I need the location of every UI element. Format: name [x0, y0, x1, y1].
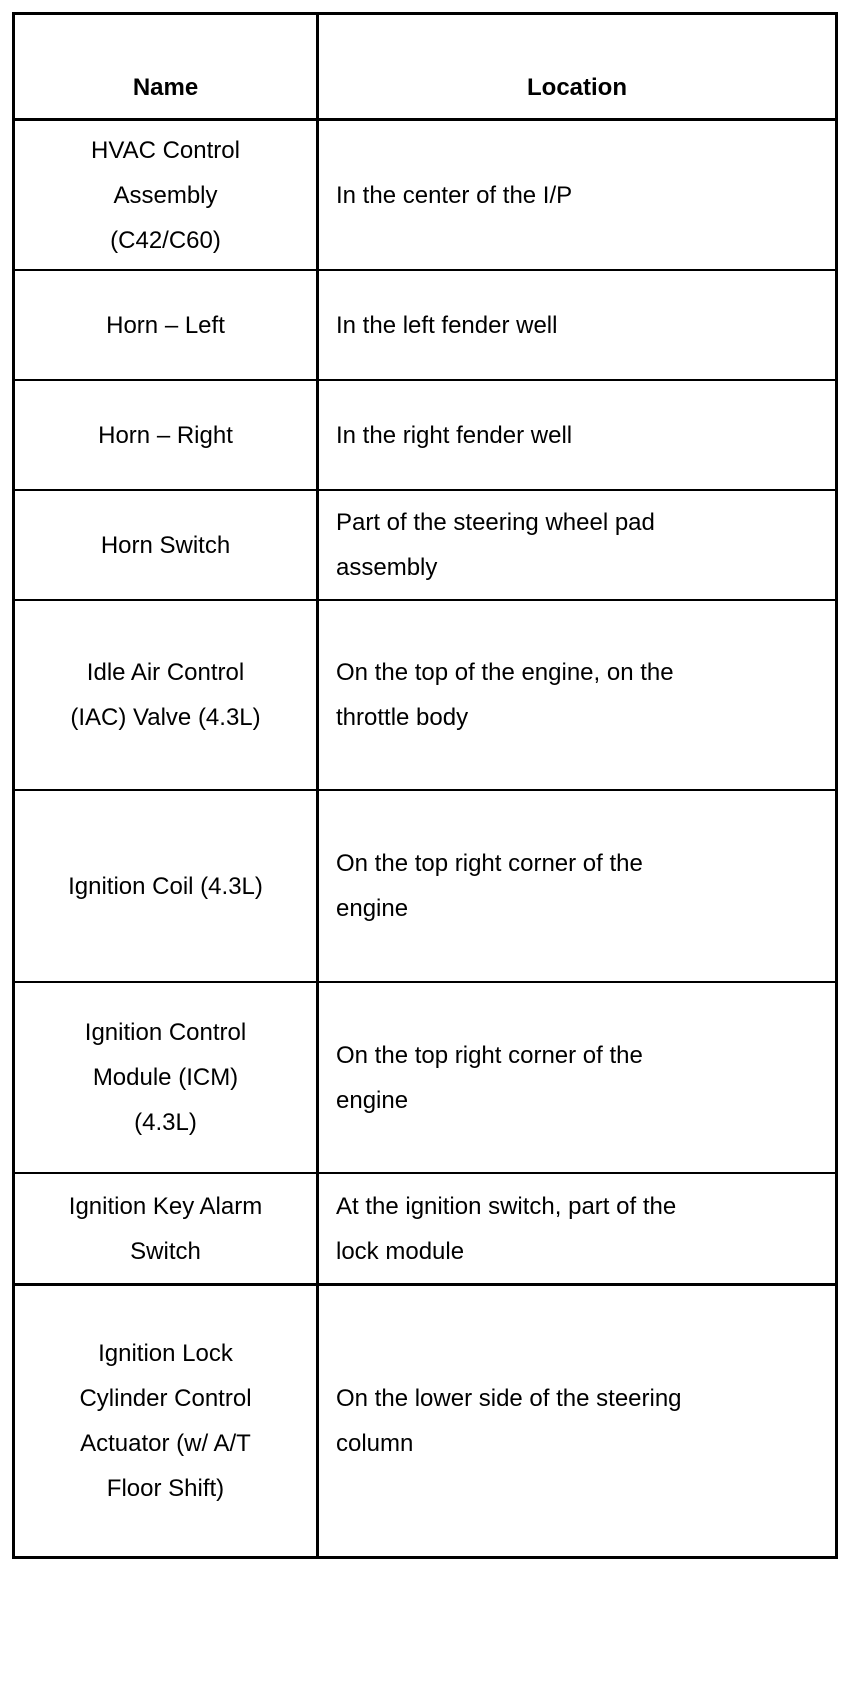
location-cell	[319, 983, 835, 1172]
header-location	[319, 15, 835, 118]
name-cell	[15, 381, 319, 489]
component-name: Ignition Lock Cylinder Control Actuator (w/ A/T Floor Shift)	[79, 1340, 252, 1502]
name-cell	[15, 121, 319, 269]
component-location: On the top right corner of the engine	[336, 850, 643, 922]
component-location: On the lower side of the steering column	[336, 1385, 682, 1457]
header-name-label: Name	[132, 74, 199, 101]
component-location: At the ignition switch, part of the lock module	[336, 1192, 677, 1265]
location-cell	[319, 121, 835, 269]
location-cell	[319, 491, 835, 599]
name-cell	[15, 491, 319, 599]
component-location-table	[12, 12, 838, 1559]
component-name: Horn – Left	[106, 311, 225, 339]
location-cell	[319, 271, 835, 379]
header-name	[15, 15, 319, 118]
component-location: In the left fender well	[336, 311, 558, 339]
name-cell	[15, 1286, 319, 1556]
location-cell	[319, 1174, 835, 1283]
location-cell	[319, 601, 835, 789]
table-row	[15, 121, 835, 271]
component-location: In the center of the I/P	[336, 181, 573, 209]
component-location: On the top of the engine, on the throttle body	[336, 659, 674, 731]
component-name: Ignition Coil (4.3L)	[68, 872, 263, 900]
table-row	[15, 601, 835, 791]
component-name: Ignition Control Module (ICM) (4.3L)	[84, 1019, 247, 1136]
component-name: Ignition Key Alarm Switch	[68, 1192, 263, 1265]
component-name: HVAC Control Assembly (C42/C60)	[91, 136, 240, 254]
component-name: Idle Air Control (IAC) Valve (4.3L)	[70, 659, 261, 731]
table-row	[15, 1286, 835, 1556]
table-row	[15, 381, 835, 491]
table-row	[15, 791, 835, 983]
table-row	[15, 983, 835, 1174]
header-location-label: Location	[527, 74, 627, 101]
table-header-row	[15, 15, 835, 121]
component-location: In the right fender well	[336, 421, 573, 449]
component-location: On the top right corner of the engine	[336, 1041, 643, 1114]
table-row	[15, 1174, 835, 1286]
location-cell	[319, 1286, 835, 1556]
table-row	[15, 491, 835, 601]
component-name: Horn – Right	[98, 421, 233, 449]
name-cell	[15, 791, 319, 981]
component-location: Part of the steering wheel pad assembly	[336, 509, 655, 581]
name-cell	[15, 1174, 319, 1283]
table-row	[15, 271, 835, 381]
name-cell	[15, 601, 319, 789]
location-cell	[319, 791, 835, 981]
name-cell	[15, 983, 319, 1172]
component-name: Horn Switch	[100, 531, 231, 559]
location-cell	[319, 381, 835, 489]
name-cell	[15, 271, 319, 379]
